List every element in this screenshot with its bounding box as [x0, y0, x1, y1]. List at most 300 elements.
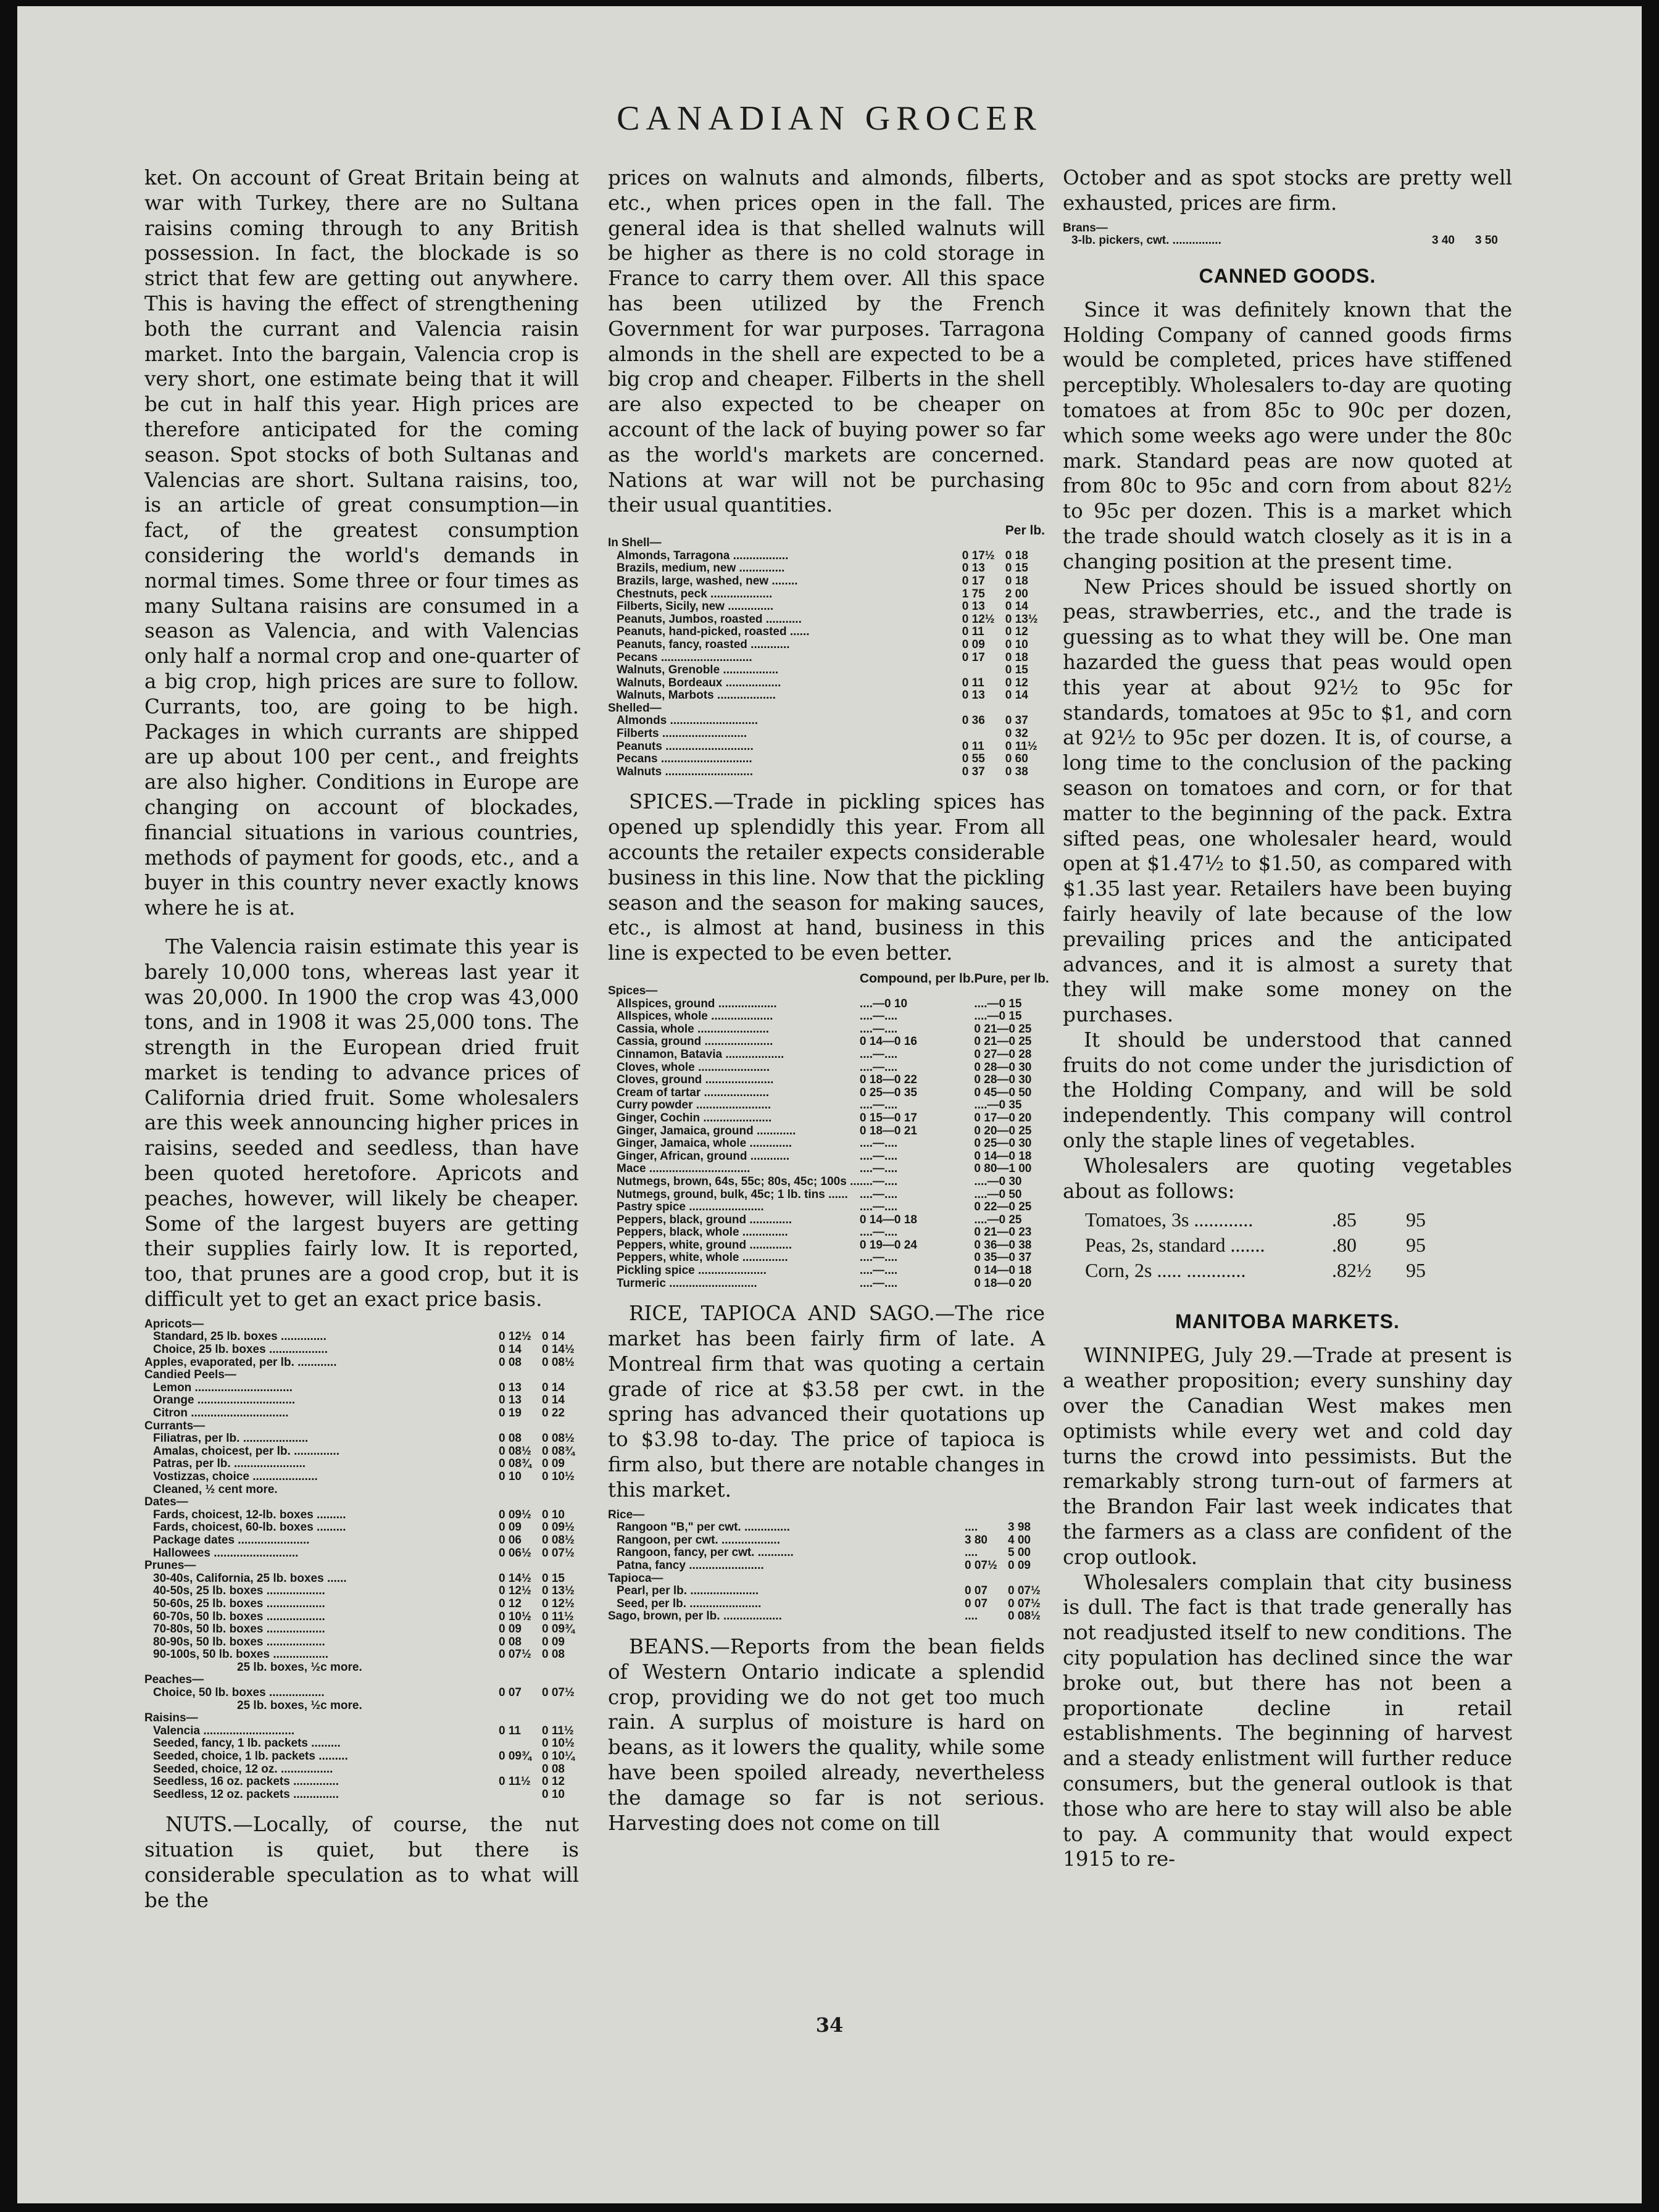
item-name: Filberts, Sicily, new .............. [617, 601, 774, 613]
item-name: Ginger, Jamaica, whole ............. [617, 1137, 792, 1150]
price-low: 0 11 [962, 739, 984, 753]
price-high: ....—0 35 [974, 1099, 1022, 1112]
table-row [144, 1763, 579, 1776]
price-high: ....—0 30 [974, 1175, 1022, 1188]
brans-price-table [1063, 222, 1512, 247]
price-high: 0 45—0 50 [974, 1086, 1032, 1099]
price-high [542, 1712, 579, 1725]
price-high: 2 00 [1005, 587, 1028, 601]
item-name: Nutmegs, brown, 64s, 55c; 80s, 45c; 100s ... [617, 1175, 860, 1188]
table-row [144, 1382, 579, 1395]
item-name: Patna, fancy ....................... [617, 1560, 764, 1573]
price-high [974, 985, 1049, 998]
veg-row: Peas, 2s, standard ....... .80 95 [1085, 1234, 1426, 1257]
item-name: Nutmegs, ground, bulk, 45c; 1 lb. tins ...... [617, 1188, 848, 1201]
item-name: 3-lb. pickers, cwt. ............... [1071, 235, 1221, 247]
table-row [608, 1214, 1049, 1227]
table-row [144, 1636, 579, 1649]
price-low: ....—.... [859, 1149, 898, 1163]
price-low [499, 1496, 542, 1509]
price-high: 0 14½ [542, 1343, 575, 1357]
item-name: Shelled— [608, 702, 662, 715]
table-row [608, 677, 1045, 690]
price-high: 0 32 [1005, 727, 1028, 741]
table-row [608, 1087, 1049, 1100]
price-low: 0 12½ [499, 1584, 531, 1598]
price-high [1008, 1509, 1045, 1522]
price-low: .... [965, 1521, 978, 1534]
item-name: Candied Peels— [144, 1369, 236, 1382]
item-name: Standard, 25 lb. boxes .............. [153, 1331, 326, 1344]
price-high: 0 28—0 30 [974, 1060, 1032, 1074]
table-row [608, 652, 1045, 665]
price-low: 0 36 [962, 714, 985, 728]
price-low [499, 1661, 542, 1674]
table-row [144, 1598, 579, 1611]
price-low: 0 07 [965, 1597, 988, 1610]
table-row [608, 613, 1045, 626]
item-name: Sago, brown, per lb. .................. [608, 1610, 782, 1623]
price-low: 0 14—0 16 [859, 1035, 917, 1049]
item-name: Package dates ...................... [153, 1534, 310, 1547]
table-row [608, 1560, 1045, 1573]
item-name: Citron .............................. [153, 1407, 289, 1420]
price-low: 0 11 [499, 1724, 521, 1737]
price-high: 0 09 [1008, 1559, 1031, 1573]
price-low: 0 14—0 18 [859, 1213, 917, 1226]
item-name: Peanuts, hand-picked, roasted ...... [617, 626, 810, 639]
item-name: Cream of tartar .................... [617, 1086, 770, 1099]
table-row [608, 562, 1045, 575]
price-low [499, 1763, 542, 1776]
table-row [608, 702, 1045, 715]
item-name: Valencia ............................ [153, 1724, 295, 1737]
price-high: 0 13½ [1005, 612, 1038, 626]
price-low [499, 1318, 542, 1331]
price-high [542, 1420, 579, 1433]
item-name: Brazils, large, washed, new ........ [617, 575, 798, 588]
price-high: 0 11½ [542, 1724, 574, 1737]
price-low: 0 17½ [962, 549, 995, 562]
table-row [144, 1611, 579, 1624]
table-header-row [608, 972, 1049, 985]
spices-price-table [608, 972, 1049, 1290]
table-row [608, 1610, 1045, 1623]
item-name: 50-60s, 25 lb. boxes .................. [153, 1597, 325, 1610]
item-name: Seeded, choice, 12 oz. ................ [153, 1763, 333, 1776]
price-low: ....—.... [859, 1276, 898, 1290]
price-low: 0 08 [499, 1432, 522, 1445]
item-name: Peanuts ........................... [617, 740, 754, 753]
price-low: .... [965, 1546, 978, 1560]
item-name: 90-100s, 50 lb. boxes ................. [153, 1649, 329, 1661]
item-name: Turmeric ........................... [617, 1277, 757, 1290]
price-high: 0 12 [542, 1775, 565, 1789]
price-low: ....—.... [859, 1187, 898, 1201]
price-high [542, 1700, 579, 1713]
item-name: Cloves, whole ...................... [617, 1061, 770, 1074]
price-high: ....—0 15 [974, 1010, 1022, 1023]
nuts-paragraph: NUTS.—Locally, of course, the nut situation is quiet, but there is considerable speculation as to what will be the [144, 1813, 579, 1912]
price-low: 3 40 [1432, 234, 1455, 247]
table-row [144, 1700, 579, 1713]
price-low: ....—.... [859, 1099, 898, 1112]
item-name: Apricots— [144, 1318, 204, 1331]
table-row [144, 1445, 579, 1458]
price-low: 0 09¾ [499, 1750, 531, 1763]
item-name: Dates— [144, 1496, 188, 1509]
item-name: Rangoon "B," per cwt. .............. [617, 1521, 790, 1534]
item-name: Fards, choicest, 60-lb. boxes ......... [153, 1521, 346, 1534]
item-name: Peppers, white, ground ............. [617, 1239, 792, 1252]
price-low: 0 13 [499, 1381, 522, 1394]
item-name: Mace ............................... [617, 1163, 750, 1176]
item-name: Allspices, ground .................. [617, 997, 777, 1010]
item-name: Prunes— [144, 1560, 196, 1573]
table-row [144, 1344, 579, 1357]
table-row [144, 1585, 579, 1598]
item-name: Cloves, ground ..................... [617, 1074, 774, 1087]
price-low: 0 14 [499, 1343, 522, 1357]
price-high: 0 10½ [542, 1737, 575, 1750]
price-high: 0 27—0 28 [974, 1047, 1032, 1061]
price-high: 0 10¼ [542, 1750, 575, 1763]
price-high: 0 08 [542, 1762, 565, 1776]
price-low: 0 07 [499, 1686, 522, 1700]
item-name: Pickling spice ..................... [617, 1265, 767, 1278]
spices-paragraph: SPICES.—Trade in pickling spices has opened up splendidly this year. From all accounts the retailer expects considerable business in this line. Now that the pickling season and the season for making sauces, etc., is almost at hand, business in this line is expected to be even better. [608, 790, 1045, 965]
table-row [608, 1049, 1049, 1062]
table-row [608, 1150, 1049, 1163]
price-low: 0 18—0 22 [859, 1073, 917, 1087]
price-low: 0 07 [965, 1584, 988, 1598]
table-row [608, 601, 1045, 613]
item-name: Seeded, choice, 1 lb. packets ......... [153, 1750, 348, 1763]
price-high: 0 36—0 38 [974, 1238, 1032, 1252]
price-low: 0 07½ [499, 1648, 531, 1661]
table-row [144, 1547, 579, 1560]
price-high: 0 18 [1005, 651, 1028, 664]
item-name: Orange .............................. [153, 1394, 296, 1407]
table-row [608, 1252, 1049, 1265]
table-row [144, 1509, 579, 1522]
price-high: 0 14 [1005, 600, 1028, 613]
price-high: 0 18—0 20 [974, 1276, 1032, 1290]
price-high: 0 80—1 00 [974, 1162, 1032, 1176]
table-row [144, 1331, 579, 1344]
price-high [1008, 1573, 1045, 1586]
price-low: ....—.... [859, 1060, 898, 1074]
table-row [608, 715, 1045, 728]
item-name: Seed, per lb. ...................... [617, 1597, 762, 1610]
item-name: Walnuts, Bordeaux ................. [617, 676, 781, 689]
item-name: In Shell— [608, 537, 662, 550]
price-low [499, 1674, 542, 1687]
canned-paragraph-1: Since it was definitely known that the Holding Company of canned goods firms would be completed, prices have stiffened perceptibly. Wholesalers to-day are quoting tomatoes at from 85c to 90c per dozen, which some weeks ago were under the 80c mark. Standard peas are now quoted at from 80c to 95c and corn from about 82½ to 95c per dozen. This is a market which the trade should watch closely as it is in a changing position at the present time. [1063, 297, 1512, 573]
price-high [542, 1560, 579, 1573]
table-row [608, 689, 1045, 702]
price-high: 0 10 [542, 1787, 565, 1801]
table-row [144, 1407, 579, 1420]
item-name: Cleaned, ½ cent more. [153, 1483, 278, 1496]
item-name: Currants— [144, 1420, 206, 1432]
price-high: 5 00 [1008, 1546, 1031, 1560]
item-name: Seeded, fancy, 1 lb. packets ......... [153, 1737, 341, 1750]
price-low: ....—.... [859, 1175, 898, 1188]
price-high: 0 09½ [542, 1521, 575, 1534]
price-low [965, 1509, 1008, 1522]
dried-fruit-price-table [144, 1318, 579, 1802]
price-high: 0 11½ [542, 1610, 574, 1623]
price-low [499, 1484, 542, 1497]
item-name: Choice, 25 lb. boxes .................. [153, 1344, 328, 1357]
table-row [608, 1278, 1049, 1291]
price-high: 0 20—0 25 [974, 1124, 1032, 1137]
table-row [144, 1649, 579, 1661]
price-high: 0 18 [1005, 574, 1028, 588]
table-row [144, 1687, 579, 1700]
table-row [608, 639, 1045, 652]
price-low: 0 13 [499, 1394, 522, 1407]
item-name: Vostizzas, choice .................... [153, 1470, 318, 1483]
price-high: 0 08½ [542, 1355, 575, 1369]
price-high: 0 25—0 30 [974, 1137, 1032, 1150]
manitoba-markets-heading: MANITOBA MARKETS. [1175, 1310, 1400, 1333]
nuts-price-table [608, 524, 1045, 778]
price-high: 0 12 [1005, 676, 1028, 689]
table-row [608, 1239, 1049, 1252]
table-row [144, 1496, 579, 1509]
price-high [542, 1318, 579, 1331]
price-high: 0 21—0 25 [974, 1035, 1032, 1049]
price-high: 0 14 [542, 1394, 565, 1407]
price-high [542, 1484, 579, 1497]
table-row [144, 1394, 579, 1407]
price-low: 0 13 [962, 600, 985, 613]
item-name: Cassia, whole ...................... [617, 1023, 770, 1036]
table-row [608, 766, 1045, 779]
price-low: ....—.... [859, 1200, 898, 1214]
price-low: ....—.... [859, 1010, 898, 1023]
price-high: 0 15 [1005, 562, 1028, 575]
item-name: Almonds ........................... [617, 715, 759, 728]
canned-paragraph-4: Wholesalers are quoting vegetables about as follows: [1063, 1154, 1512, 1203]
price-low: 0 13 [962, 689, 985, 702]
table-row [608, 626, 1045, 639]
price-high: 0 38 [1005, 765, 1028, 778]
table-row [608, 1074, 1049, 1087]
item-name: Rice— [608, 1508, 645, 1521]
item-name: Lemon .............................. [153, 1381, 293, 1394]
price-low: 0 09 [962, 638, 985, 651]
item-name: Walnuts, Grenoble ................. [617, 664, 779, 677]
item-name: Ginger, Jamaica, ground ............ [617, 1125, 796, 1137]
column-2 [608, 165, 1049, 1836]
price-high: 0 12½ [542, 1597, 575, 1610]
price-low [962, 702, 1005, 715]
price-low [1432, 222, 1475, 235]
item-name: Apples, evaporated, per lb. ............ [144, 1356, 337, 1369]
price-high: 0 14 [542, 1330, 565, 1344]
table-row [144, 1737, 579, 1750]
column-header: Compound, per lb. [859, 971, 975, 986]
price-high: ....—0 15 [974, 997, 1022, 1010]
price-low: 0 55 [962, 752, 985, 766]
item-name: 25 lb. boxes, ½c more. [237, 1699, 362, 1712]
price-high: 0 10 [542, 1508, 565, 1521]
price-high: 0 14—0 18 [974, 1264, 1032, 1278]
column-header [962, 524, 1005, 537]
price-low: ....—.... [859, 1162, 898, 1176]
price-low [499, 1420, 542, 1433]
item-name: Peanuts, Jumbos, roasted ........... [617, 613, 802, 626]
price-low: 0 18—0 21 [859, 1124, 917, 1137]
item-name: Cassia, ground ..................... [617, 1036, 773, 1049]
table-row [608, 1547, 1045, 1560]
table-row [144, 1776, 579, 1789]
price-low: 0 17 [962, 574, 985, 588]
item-name: Curry powder ....................... [617, 1099, 771, 1112]
column-header: Pure, per lb. [974, 971, 1049, 986]
table-row [608, 1534, 1045, 1547]
table-row [144, 1484, 579, 1497]
price-low: 0 19—0 24 [859, 1238, 917, 1252]
price-low [962, 664, 1005, 677]
table-row [608, 1163, 1049, 1176]
price-high: 0 28—0 30 [974, 1073, 1032, 1087]
price-high: ....—0 50 [974, 1187, 1022, 1201]
item-name: Chestnuts, peck ................... [617, 588, 773, 601]
table-row [608, 537, 1045, 550]
table-header-row [608, 524, 1045, 537]
table-row [144, 1750, 579, 1763]
item-name: 30-40s, California, 25 lb. boxes ...... [153, 1572, 347, 1585]
price-high: 0 13½ [542, 1584, 575, 1598]
item-name: Allspices, whole ................... [617, 1010, 773, 1023]
price-low: 0 15—0 17 [859, 1111, 917, 1125]
page-number: 34 [815, 2013, 844, 2037]
table-row [608, 1062, 1049, 1075]
item-name: Peaches— [144, 1674, 204, 1687]
col1-paragraph-1: ket. On account of Great Britain being at war with Turkey, there are no Sultana raisins coming through to any British possession. In fact, the blockade is so strict that few are getting out anywhere. This is having the effect of strengthening both the currant and Valencia raisin market. Into the bargain, Valencia crop is very short, one estimate being that it will be cut in half this year. High prices are therefore anticipated for the coming season. Spot stocks of both Sultanas and Valencias are short. Sultana raisins, too, is an article of great consumption—in fact, of the greatest consumption considering the world's demands in normal times. Some three or four times as many Sultana raisins are consumed in a season as Valencia, and with Valencias only half a normal crop and one-quarter of a big crop, high prices are sure to follow. Currants, too, are going to be high. Packages in which currants are shipped are up about 100 per cent., and freights are also higher. Conditions in Europe are changing on account of blockades, financial situations in various countries, methods of payment for goods, etc., and a buyer in this country never exactly knows where he is at. [144, 166, 579, 920]
price-low: 0 08 [499, 1355, 522, 1369]
price-low: 0 13 [962, 562, 985, 575]
item-name: Ginger, African, ground ............ [617, 1150, 790, 1163]
price-high: 0 07½ [542, 1546, 575, 1560]
table-row [608, 1521, 1045, 1534]
item-name: Walnuts ........................... [617, 765, 753, 778]
price-high: 0 14 [542, 1381, 565, 1394]
price-low: 0 10 [499, 1470, 522, 1483]
table-row [608, 741, 1045, 754]
price-low: ....—0 10 [859, 997, 908, 1010]
table-row [608, 1598, 1045, 1611]
item-name: 70-80s, 50 lb. boxes .................. [153, 1623, 325, 1636]
price-low: 0 08 [499, 1635, 522, 1649]
price-low [499, 1369, 542, 1382]
table-row [144, 1471, 579, 1484]
item-name: Patras, per lb. ...................... [153, 1458, 306, 1471]
manitoba-paragraph-2: Wholesalers complain that city business is dull. The fact is that trade generally has not readjusted itself to new conditions. The city population has declined since the war broke out, but there has not been a proportionate decline in retail establishments. The beginning of harvest and a steady enlistment will further reduce consumers, but the general outlook is that those who are here to stay will also be able to pay. A community that would expect 1915 to re- [1063, 1570, 1512, 1871]
item-name: Pearl, per lb. ..................... [617, 1585, 759, 1598]
table-row [1063, 222, 1512, 235]
price-high: 0 21—0 25 [974, 1022, 1032, 1036]
table-row [608, 1573, 1045, 1586]
price-low [499, 1560, 542, 1573]
column-1 [144, 165, 579, 1913]
item-name: Spices— [608, 985, 658, 998]
table-row [608, 998, 1049, 1011]
price-low: 0 09 [499, 1623, 522, 1636]
page-header: CANADIAN GROCER [617, 99, 1042, 138]
table-row [608, 1509, 1045, 1522]
price-high [1005, 537, 1045, 550]
price-high: 4 00 [1008, 1533, 1031, 1547]
item-name: Almonds, Tarragona ................. [617, 549, 789, 562]
price-high: 0 21—0 23 [974, 1226, 1032, 1239]
price-high: 0 07½ [1008, 1597, 1041, 1610]
price-high: 0 37 [1005, 714, 1028, 728]
manitoba-paragraph-1: WINNIPEG, July 29.—Trade at present is a weather proposition; every sunshiny day over the Canadian West makes men optimists while every wet and cold day turns the crowd into pessimists. But the remarkably strong turn-out of farmers at the Brandon Fair last week indicates that the farmers as a class are confident of the crop outlook. [1063, 1344, 1512, 1569]
item-name: 40-50s, 25 lb. boxes .................. [153, 1585, 325, 1598]
price-high: 0 15 [542, 1571, 565, 1585]
price-low: 0 12½ [962, 612, 995, 626]
table-row [608, 753, 1045, 766]
price-low: 0 06 [499, 1533, 522, 1547]
price-low: 0 11½ [499, 1775, 531, 1789]
table-row [608, 728, 1045, 741]
table-row [608, 1099, 1049, 1112]
price-low [962, 728, 1005, 741]
table-row [144, 1560, 579, 1573]
price-high: 0 10½ [542, 1470, 575, 1483]
table-row [608, 1265, 1049, 1278]
price-high [1005, 702, 1045, 715]
table-row [608, 1023, 1049, 1036]
price-low: 0 09½ [499, 1508, 531, 1521]
table-row [144, 1712, 579, 1725]
price-low: ....—.... [859, 1047, 898, 1061]
column-3 [1063, 165, 1512, 1872]
price-low [962, 537, 1005, 550]
canned-paragraph-3: It should be understood that canned fruits do not come under the jurisdiction of the Holding Company, and will be sold independently. This company will control only the staple lines of vegetables. [1063, 1028, 1512, 1153]
price-low: 0 19 [499, 1407, 522, 1420]
table-row [144, 1674, 579, 1687]
table-row [608, 575, 1045, 588]
price-low [499, 1737, 542, 1750]
item-name: Pastry spice ....................... [617, 1201, 764, 1214]
price-low: .... [965, 1610, 978, 1623]
table-row [608, 1036, 1049, 1049]
price-high: 0 22—0 25 [974, 1200, 1032, 1214]
price-low: 0 10½ [499, 1610, 531, 1623]
price-high: 3 98 [1008, 1521, 1031, 1534]
price-low [499, 1789, 542, 1802]
item-name: Filberts .......................... [617, 728, 747, 741]
price-low: ....—.... [859, 1226, 898, 1239]
price-high: 3 50 [1475, 234, 1498, 247]
price-high [1475, 222, 1512, 235]
col1-paragraph-2: The Valencia raisin estimate this year is barely 10,000 tons, whereas last year it was 20,000. In 1900 the crop was 43,000 tons, and in 1908 it was 25,000 tons. The strength in the European dried fruit market is tending to advance prices of California dried fruit. Some wholesalers are this week announcing higher prices in raisins, seeded and seedless, than have been quoted heretofore. Apricots and peaches, however, will likely be cheaper. Some of the largest buyers are getting their supplies fairly low. It is reported, too, that prunes are a good crop, but it is difficult yet to get an exact price basis. [144, 934, 579, 1312]
price-low: ....—.... [859, 1264, 898, 1278]
price-low: 0 11 [962, 625, 984, 639]
price-high: ....—0 25 [974, 1213, 1022, 1226]
item-name: Walnuts, Marbots .................. [617, 689, 776, 702]
table-row [144, 1789, 579, 1802]
price-low: 0 07½ [965, 1559, 997, 1573]
item-name: Peppers, black, whole .............. [617, 1226, 788, 1239]
price-low: ....—.... [859, 1251, 898, 1265]
